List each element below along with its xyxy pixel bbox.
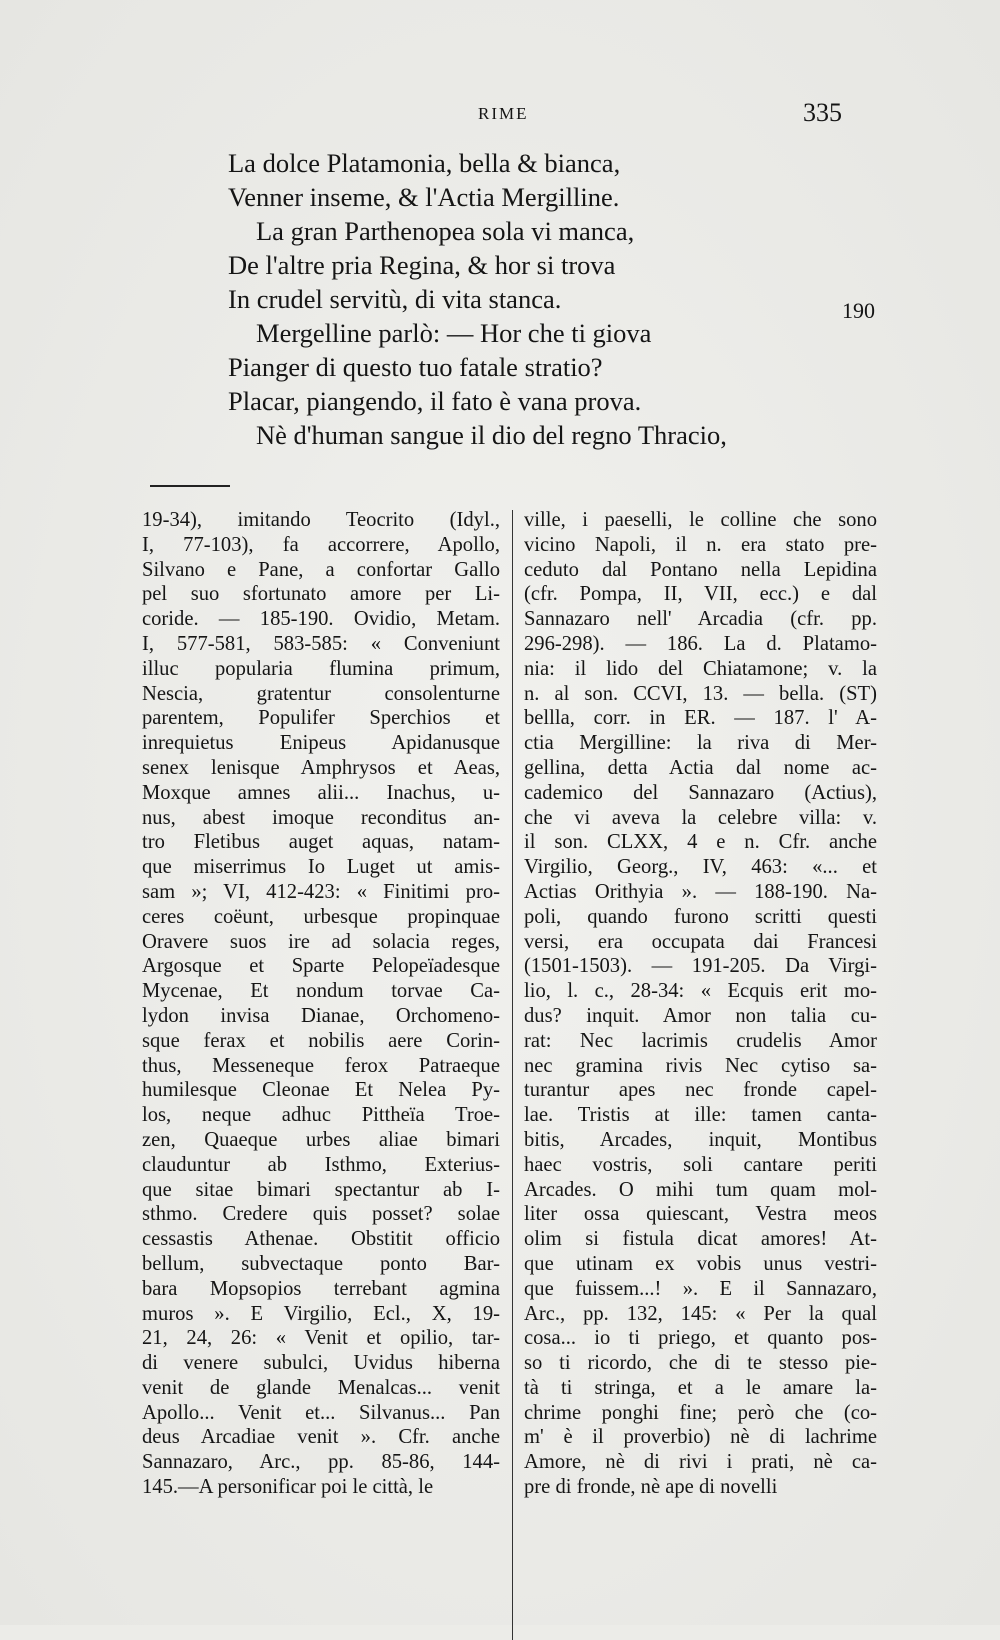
- note-line: 296-298). — 186. La d. Platamo-: [524, 632, 877, 655]
- note-line: Actias Orithyia ». — 188-190. Na-: [524, 880, 877, 903]
- note-line: so ti ricordo, che di te stesso pie-: [524, 1352, 877, 1375]
- page-number: 335: [803, 98, 842, 127]
- note-line: cosa... io ti priego, et quanto pos-: [524, 1327, 877, 1350]
- note-line: thus, Messeneque ferox Patraeque: [142, 1054, 500, 1077]
- note-line: que miserrimus Io Luget ut amis-: [142, 856, 500, 879]
- note-line: lio, l. c., 28-34: « Ecquis erit mo-: [524, 980, 877, 1003]
- note-line: che vi aveva la celebre villa: v.: [524, 806, 877, 829]
- note-line: Arcades. O mihi tum quam mol-: [524, 1178, 877, 1201]
- note-line: senex lenisque Amphrysos et Aeas,: [142, 756, 500, 779]
- note-line: 19-34), imitando Teocrito (Idyl.,: [142, 509, 500, 531]
- note-line: que sitae bimari spectantur ab I-: [142, 1178, 500, 1201]
- note-line: Nescia, gratentur consolenturne: [142, 682, 500, 705]
- note-line: chrime ponghi fine; però che (co-: [524, 1401, 877, 1424]
- note-line: Silvano e Pane, a confortar Gallo: [142, 558, 500, 581]
- note-line: cademico del Sannazaro (Actius),: [524, 781, 877, 804]
- note-line: tro Fletibus auget aquas, natam-: [142, 831, 500, 854]
- verse-line: Mergelline parlò: — Hor che ti giova: [256, 318, 652, 348]
- note-line: rat: Nec lacrimis crudelis Amor: [524, 1029, 877, 1052]
- footnote-rule: [150, 485, 230, 487]
- note-line: Mycenae, Et nondum torvae Ca-: [142, 980, 500, 1003]
- note-line: clauduntur ab Isthmo, Exterius-: [142, 1153, 500, 1176]
- verse-block: [228, 146, 868, 452]
- note-line: gellina, detta Actia dal nome ac-: [524, 756, 877, 779]
- verse-line-number: 190: [842, 298, 875, 323]
- verse-line: Venner inseme, & l'Actia Mergilline.: [228, 182, 620, 212]
- note-line: il son. CLXX, 4 e n. Cfr. anche: [524, 831, 877, 854]
- note-line: n. al son. CCVI, 13. — bella. (ST): [524, 682, 877, 705]
- note-line: versi, era occupata dai Francesi: [524, 930, 877, 953]
- note-line: Oravere suos ire ad solacia reges,: [142, 930, 500, 953]
- note-line: 145.—A personificar poi le città, le: [142, 1476, 434, 1499]
- note-line: olim si fistula dicat amores! At-: [524, 1228, 877, 1251]
- verse-line: De l'altre pria Regina, & hor si trova: [228, 250, 616, 280]
- notes-left-column: [142, 508, 500, 1500]
- note-line: nec gramina rivis Nec cytiso sa-: [524, 1054, 877, 1077]
- note-line: turantur apes nec fronde capel-: [524, 1079, 877, 1102]
- note-line: Argosque et Sparte Pelopeïadesque: [142, 955, 500, 978]
- note-line: m' è il proverbio) nè di lachrime: [524, 1426, 877, 1449]
- verse-line: La gran Parthenopea sola vi manca,: [256, 216, 635, 246]
- note-line: bara Mopsopios terrebant agmina: [142, 1277, 500, 1300]
- note-line: ville, i paeselli, le colline che sono: [524, 509, 877, 531]
- verse-line: La dolce Platamonia, bella & bianca,: [228, 148, 621, 178]
- note-line: lydon invisa Dianae, Orchomeno-: [142, 1004, 500, 1027]
- note-line: sthmo. Credere quis posset? solae: [142, 1203, 500, 1226]
- note-line: nia: il lido del Chiatamone; v. la: [524, 657, 877, 680]
- note-line: Virgilio, Georg., IV, 463: «... et: [524, 856, 877, 879]
- note-line: haec vostris, soli cantare periti: [524, 1153, 877, 1176]
- verse-line: Nè d'human sangue il dio del regno Thracio,: [256, 420, 727, 450]
- note-line: Apollo... Venit et... Silvanus... Pan: [142, 1401, 500, 1424]
- note-line: deus Arcadiae venit ». Cfr. anche: [142, 1426, 500, 1449]
- note-line: que utinam ex vobis unus vestri-: [524, 1252, 877, 1275]
- note-line: muros ». E Virgilio, Ecl., X, 19-: [142, 1302, 500, 1325]
- note-line: ceres coëunt, urbesque propinquae: [142, 905, 500, 928]
- note-line: 21, 24, 26: « Venit et opilio, tar-: [142, 1327, 500, 1350]
- note-line: Moxque amnes alii... Inachus, u-: [142, 781, 500, 804]
- note-line: los, neque adhuc Pittheïa Troe-: [142, 1104, 500, 1127]
- note-line: illuc popularia flumina primum,: [142, 657, 500, 680]
- note-line: cessastis Athenae. Obstitit officio: [142, 1228, 500, 1251]
- note-line: sam »; VI, 412-423: « Finitimi pro-: [142, 880, 500, 903]
- notes-right-column: [524, 508, 877, 1500]
- verse-line: Placar, piangendo, il fato è vana prova.: [228, 386, 642, 416]
- note-line: venit de glande Menalcas... venit: [142, 1376, 500, 1399]
- column-divider: [512, 510, 513, 1640]
- note-line: Sannazaro nell' Arcadia (cfr. pp.: [524, 608, 877, 631]
- note-line: coride. — 185-190. Ovidio, Metam.: [142, 608, 500, 631]
- running-title: RIME: [478, 104, 529, 123]
- note-line: bellum, subvectaque ponto Bar-: [142, 1252, 500, 1275]
- note-line: pel suo sfortunato amore per Li-: [142, 583, 500, 606]
- note-line: dus? inquit. Amor non talia cu-: [524, 1004, 877, 1027]
- note-line: (cfr. Pompa, II, VII, ecc.) e dal: [524, 583, 877, 606]
- note-line: nus, abest imoque reconditus an-: [142, 806, 500, 829]
- note-line: poli, quando furono scritti questi: [524, 905, 877, 928]
- note-line: zen, Quaeque urbes aliae bimari: [142, 1128, 500, 1151]
- note-line: inrequietus Enipeus Apidanusque: [142, 732, 500, 755]
- note-line: ceduto dal Pontano nella Lepidina: [524, 558, 877, 581]
- note-line: Sannazaro, Arc., pp. 85-86, 144-: [142, 1451, 500, 1474]
- verse-line: In crudel servitù, di vita stanca.: [228, 284, 562, 314]
- note-line: sque ferax et nobilis aere Corin-: [142, 1029, 500, 1052]
- note-line: bitis, Arcades, inquit, Montibus: [524, 1128, 877, 1151]
- note-line: (1501-1503). — 191-205. Da Virgi-: [524, 955, 877, 978]
- note-line: que fuissem...! ». E il Sannazaro,: [524, 1277, 877, 1300]
- note-line: I, 77-103), fa accorrere, Apollo,: [142, 533, 500, 556]
- note-line: parentem, Populifer Sperchios et: [142, 707, 500, 730]
- note-line: di venere subulci, Uvidus hiberna: [142, 1352, 500, 1375]
- note-line: bellla, corr. in ER. — 187. l' A-: [524, 707, 877, 730]
- note-line: humilesque Cleonae Et Nelea Py-: [142, 1079, 500, 1102]
- note-line: vicino Napoli, il n. era stato pre-: [524, 533, 877, 556]
- note-line: ctia Mergilline: la riva di Mer-: [524, 732, 877, 755]
- note-line: Arc., pp. 132, 145: « Per la qual: [524, 1302, 877, 1325]
- note-line: liter ossa quiescant, Vestra meos: [524, 1203, 877, 1226]
- note-line: Amore, nè di rivi i prati, nè ca-: [524, 1451, 877, 1474]
- note-line: I, 577-581, 583-585: « Conveniunt: [142, 632, 500, 655]
- verse-line: Pianger di questo tuo fatale stratio?: [228, 352, 603, 382]
- note-line: lae. Tristis at ille: tamen canta-: [524, 1104, 877, 1127]
- note-line: tà ti stringa, et a le amare la-: [524, 1376, 877, 1399]
- note-line: pre di fronde, nè ape di novelli: [524, 1476, 778, 1499]
